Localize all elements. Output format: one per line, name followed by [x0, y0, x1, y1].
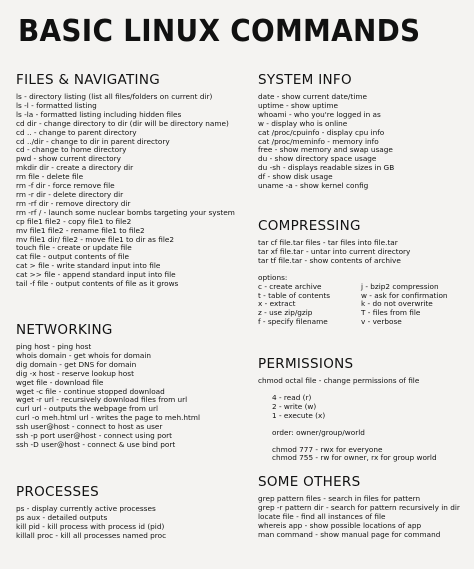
command-line: du - show directory space usage	[258, 155, 377, 164]
command-line: kill pid - kill process with process id (pid)	[16, 522, 165, 531]
command-line: rm -rf dir - remove directory dir	[16, 199, 131, 208]
command-line: ps - display currently active processes	[16, 505, 156, 513]
command-line: pwd - show current directory	[16, 155, 121, 164]
section-heading: NETWORKING	[16, 322, 113, 338]
command-line: whoami - who you're logged in as	[258, 110, 381, 119]
command-line: whois domain - get whois for domain	[16, 351, 151, 360]
options-label: options:	[258, 273, 288, 282]
command-line: cat > file - write standard input into file	[16, 262, 161, 271]
command-line: cd .. - change to parent directory	[16, 128, 137, 137]
page-title: BASIC LINUX COMMANDS	[18, 14, 421, 49]
command-line: wget file - download file	[16, 378, 104, 387]
command-line: ls - directory listing (list all files/folders on current dir)	[16, 93, 213, 101]
command-line: w - display who is online	[258, 119, 348, 128]
command-list	[258, 495, 460, 540]
command-list	[258, 239, 471, 266]
command-line: rm -rf / - launch some nuclear bombs targeting your system	[16, 208, 235, 217]
command-line: uptime - show uptime	[258, 101, 338, 110]
command-list	[258, 93, 394, 191]
command-line: ls -l - formatted listing	[16, 101, 97, 110]
section-files	[16, 72, 235, 289]
option-item: t - table of contents	[258, 290, 331, 300]
command-line: killall proc - kill all processes named proc	[16, 531, 167, 540]
command-line: ps aux - detailed outputs	[16, 513, 108, 522]
option-item: f - specify filename	[258, 317, 328, 327]
command-line: mkdir dir - create a directory dir	[16, 164, 134, 173]
command-line: chmod 755 - rw for owner, rx for group world	[272, 454, 437, 463]
command-line: tar cf file.tar files - tar files into file.tar	[258, 239, 398, 247]
section-heading: PROCESSES	[16, 484, 100, 500]
section-networking	[16, 322, 200, 450]
command-line: uname -a - show kernel config	[258, 182, 369, 191]
command-line: ls -la - formatted listing including hidden files	[16, 110, 182, 119]
section-heading: COMPRESSING	[258, 218, 361, 234]
command-line: ping host - ping host	[16, 343, 92, 351]
command-line: cp file1 file2 - copy file1 to file2	[16, 217, 132, 226]
command-line: dig domain - get DNS for domain	[16, 360, 137, 369]
command-list	[16, 343, 200, 450]
section-heading: FILES & NAVIGATING	[16, 72, 160, 88]
command-line: cat /proc/cpuinfo - display cpu info	[258, 128, 385, 137]
command-line: grep -r pattern dir - search for pattern recursively in dir	[258, 503, 460, 512]
option-item: x - extract	[258, 299, 296, 309]
command-line: curl -o meh.html url - writes the page to meh.html	[16, 414, 201, 423]
section-permissions	[258, 356, 437, 463]
command-list	[16, 505, 166, 541]
command-line: ssh user@host - connect to host as user	[16, 423, 163, 432]
command-line: touch file - create or update file	[16, 244, 132, 253]
command-line: man command - show manual page for command	[258, 530, 441, 539]
command-line: mv file1 dir/ file2 - move file1 to dir as file2	[16, 235, 175, 244]
command-line: wget -c file - continue stopped download	[16, 387, 165, 396]
option-item: k - do not overwrite	[361, 299, 433, 309]
options-grid	[258, 283, 471, 328]
section-heading: SYSTEM INFO	[258, 72, 352, 88]
command-line: tar tf file.tar - show contents of archive	[258, 256, 401, 265]
section-system-info	[258, 72, 394, 191]
command-line: dig -x host - reserve lookup host	[16, 369, 134, 378]
command-line: date - show current date/time	[258, 93, 367, 101]
command-line: ssh -p port user@host - connect using port	[16, 432, 173, 441]
command-line: 4 - read (r)	[272, 393, 312, 402]
command-line: 1 - execute (x)	[272, 411, 326, 420]
section-heading: SOME OTHERS	[258, 474, 361, 490]
option-item: z - use zip/gzip	[258, 308, 313, 318]
command-line: grep pattern files - search in files for pattern	[258, 495, 421, 503]
command-line: ssh -D user@host - connect & use bind port	[16, 440, 176, 449]
section-heading: PERMISSIONS	[258, 356, 354, 372]
option-item: v - verbose	[361, 317, 402, 327]
option-item: j - bzip2 compression	[361, 281, 439, 291]
command-line: tail -f file - output contents of file as it grows	[16, 280, 179, 289]
command-line: cd - change to home directory	[16, 146, 127, 155]
command-line: 2 - write (w)	[272, 402, 317, 411]
command-line: cat >> file - append standard input into file	[16, 271, 176, 280]
command-line: tar xf file.tar - untar into current directory	[258, 247, 411, 256]
command-line: chmod 777 - rwx for everyone	[272, 445, 383, 454]
option-item: w - ask for confirmation	[361, 290, 448, 300]
command-line: locate file - find all instances of file	[258, 512, 386, 521]
command-line: cat /proc/meminfo - memory info	[258, 137, 379, 146]
section-some-others	[258, 474, 460, 540]
command-line: cd dir - change directory to dir (dir will be directory name)	[16, 119, 229, 128]
command-line: whereis app - show possible locations of app	[258, 521, 422, 530]
command-line: cd ../dir - change to dir in parent directory	[16, 137, 170, 146]
command-list	[16, 93, 235, 289]
command-line: rm -r dir - delete directory dir	[16, 190, 124, 199]
permissions-intro: chmod octal file - change permissions of file	[258, 377, 420, 385]
section-processes	[16, 484, 166, 541]
command-line: wget -r url - recursively download files from url	[16, 396, 188, 405]
section-compressing	[258, 218, 471, 327]
command-line: du -sh - displays readable sizes in GB	[258, 164, 395, 173]
command-line: mv file1 file2 - rename file1 to file2	[16, 226, 145, 235]
permission-order: order: owner/group/world	[272, 428, 365, 437]
command-line: free - show memory and swap usage	[258, 146, 393, 155]
permission-values	[258, 394, 437, 421]
command-line: rm file - delete file	[16, 173, 84, 182]
command-line: rm -f dir - force remove file	[16, 182, 115, 191]
permission-examples	[258, 446, 437, 464]
option-item: c - create archive	[258, 281, 322, 291]
option-item: T - files from file	[361, 308, 421, 318]
command-line: curl url - outputs the webpage from url	[16, 405, 158, 414]
command-line: df - show disk usage	[258, 173, 333, 182]
command-line: cat file - output contents of file	[16, 253, 129, 262]
